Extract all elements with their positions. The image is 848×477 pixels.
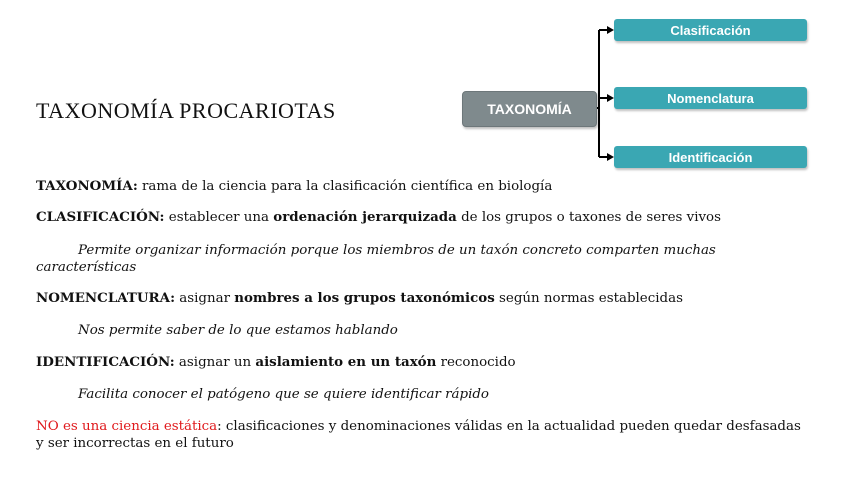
definition-text: asignar [175,291,235,306]
diagram-node-identificacion: Identificación [614,146,807,168]
warning-text: NO es una ciencia estática [36,419,218,434]
definition-text: asignar un [174,355,256,370]
highlight-text: nombres a los grupos taxonómicos [234,290,495,306]
highlight-text: ordenación jerarquizada [273,209,457,225]
definition-text: según normas establecidas [494,291,683,306]
page-title: TAXONOMÍA PROCARIOTAS [36,98,336,123]
term-identificacion: IDENTIFICACIÓN: [36,354,175,370]
note-nomenclatura: Nos permite saber de lo que estamos hablando [78,323,398,338]
definition-text: establecer una [164,210,274,225]
note-clasificacion: Permite organizar información porque los miembros de un taxón concreto comparten muchas características [36,243,716,275]
paragraph-clasificacion [36,209,808,226]
term-taxonomia: TAXONOMÍA: [36,178,138,194]
term-nomenclatura: NOMENCLATURA: [36,290,176,306]
paragraph-taxonomia [36,178,808,195]
term-clasificacion: CLASIFICACIÓN: [36,209,165,225]
definition-text: : clasificaciones y denominaciones válidas en la actualidad pueden quedar desfasadas y ser incorrectas en el futuro [36,419,801,451]
arrow-icon [607,94,614,102]
paragraph-estatica [36,418,808,452]
note-identificacion: Facilita conocer el patógeno que se quiere identificar rápido [78,387,489,402]
paragraph-nomenclatura [36,290,808,307]
definition-text: reconocido [436,355,516,370]
definition-text: de los grupos o taxones de seres vivos [456,210,721,225]
definition-text: rama de la ciencia para la clasificación científica en biología [137,179,553,194]
arrow-icon [607,153,614,161]
paragraph-identificacion [36,354,808,371]
diagram-node-nomenclatura: Nomenclatura [614,87,807,109]
diagram-node-clasificacion: Clasificación [614,19,807,41]
highlight-text: aislamiento en un taxón [255,354,437,370]
diagram-node-taxonomia: TAXONOMÍA [462,91,597,127]
arrow-icon [607,26,614,34]
